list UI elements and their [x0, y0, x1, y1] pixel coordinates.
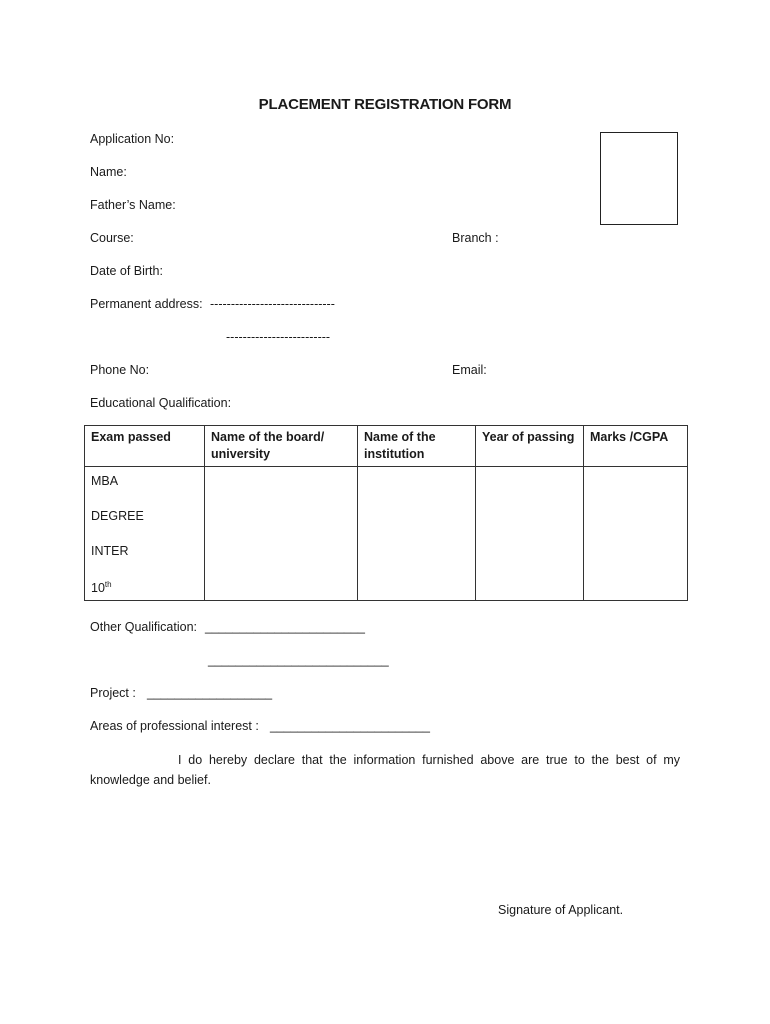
permanent-address-label: Permanent address:: [90, 297, 203, 311]
table-row: [85, 467, 688, 601]
year-cell[interactable]: [476, 467, 584, 601]
exam-inter: INTER: [91, 544, 129, 558]
fathers-name-label: Father’s Name:: [90, 198, 176, 212]
application-no-label: Application No:: [90, 132, 175, 146]
header-year-of-passing: Year of passing: [476, 426, 584, 467]
signature-label: Signature of Applicant.: [498, 903, 624, 917]
exam-tenth-number: 10: [91, 581, 105, 596]
exam-tenth-suffix: th: [104, 580, 112, 589]
exam-mba: MBA: [91, 474, 119, 488]
interest-label: Areas of professional interest :: [90, 719, 259, 733]
form-title: PLACEMENT REGISTRATION FORM: [258, 96, 512, 113]
other-qualification-line-2: __________________________: [208, 653, 389, 667]
table-header-row: [85, 426, 688, 467]
photo-box: [600, 132, 678, 225]
address-line-1: ------------------------------: [210, 297, 335, 311]
course-label: Course:: [90, 231, 134, 245]
other-qualification-label: Other Qualification:: [90, 620, 197, 634]
declaration-text: I do hereby declare that the information furnished above are true to the best of my knowledge and belief.: [90, 753, 680, 787]
exam-list-cell: [85, 467, 205, 601]
educational-qualification-label: Educational Qualification:: [90, 396, 232, 410]
marks-cell[interactable]: [584, 467, 688, 601]
exam-tenth: [91, 576, 198, 597]
name-label: Name:: [90, 165, 127, 179]
exam-degree: DEGREE: [91, 509, 144, 523]
other-qualification-line-1: _______________________: [205, 620, 365, 634]
header-board-university: Name of the board/ university: [205, 426, 358, 467]
header-exam-passed: Exam passed: [85, 426, 205, 467]
institution-cell[interactable]: [358, 467, 476, 601]
qualification-table: [84, 425, 688, 601]
board-cell[interactable]: [205, 467, 358, 601]
dob-label: Date of Birth:: [90, 264, 163, 278]
branch-label: Branch :: [452, 231, 499, 245]
address-line-2: -------------------------: [226, 330, 331, 344]
header-institution: Name of the institution: [358, 426, 476, 467]
phone-label: Phone No:: [90, 363, 150, 377]
project-line: __________________: [147, 686, 273, 700]
email-label: Email:: [452, 363, 487, 377]
project-label: Project :: [90, 686, 136, 700]
header-marks-cgpa: Marks /CGPA: [584, 426, 688, 467]
interest-line: _______________________: [270, 719, 430, 733]
